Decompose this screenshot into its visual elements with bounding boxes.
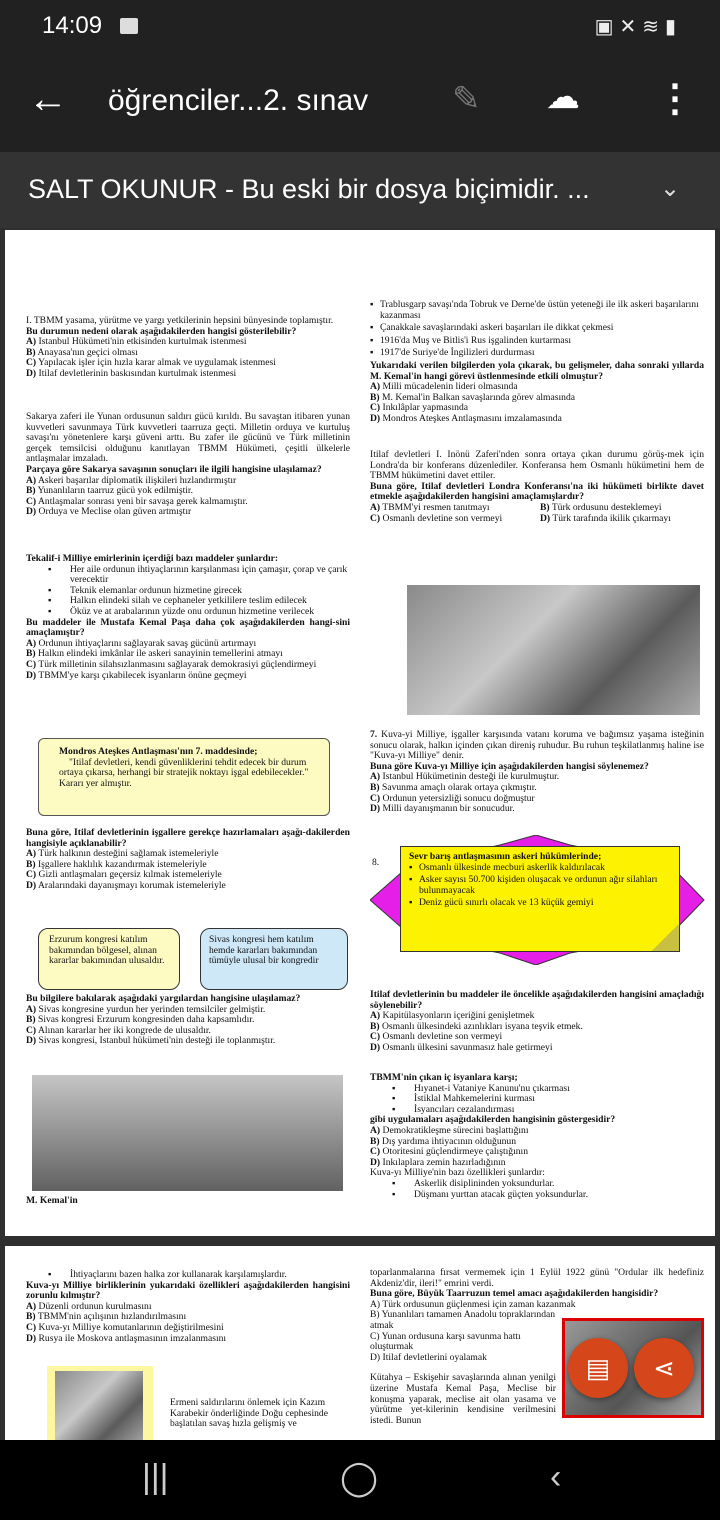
option-text: Ordunun ihtiyaçlarını sağlayarak savaş gücünü artırmayı [36,637,257,649]
bullet-item: ▪ İstiklal Mahkemelerini kurması [370,1094,704,1105]
scroll-quote: "Itilaf devletleri, kendi güvenliklerini tehdit edecek bir durum ortaya çıkarsa, herhangi bir stratejik noktayı işgal edebilecekler." [59,756,309,779]
bullet-list [409,863,659,909]
option-letter: B) [26,648,36,660]
option-text: Istanbul Hükümetinin desteği ile kurulmuştur. [380,771,560,783]
option-text: Osmanlı devletine son vermeyi [380,1031,503,1043]
question-mondros [26,828,350,892]
question-text: Parçaya göre Sakarya savaşının sonuçları ile ilgili hangisine ulaşılamaz? [26,463,322,475]
option-letter: C) [26,658,37,670]
question-1 [26,316,350,380]
question-text: Bu durumun nedeni olarak aşağıdakilerden hangisi gösterilebilir? [26,325,297,337]
option-letter: A) [26,1003,37,1015]
option-letter: D) [26,367,37,379]
bullet-list [370,1084,704,1116]
option-letter: D) [370,412,381,424]
option-letter: D) [370,1041,381,1053]
question-text: Buna göre, Büyük Taarruzun temel amacı aşağıdakilerden hangisidir? [370,1288,659,1300]
option-letter: C) [26,357,37,369]
option-text: Antlaşmalar sonrası yeni bir savaşa gerek kalmamıştır. [36,495,248,507]
option-letter: D) [26,879,37,891]
option-letter: D) [26,1035,37,1047]
share-icon: ⋖ [653,1352,675,1383]
bullet-item: ▪ Asker sayısı 50.700 kişiden oluşacak ve ordunun ağır silahları bulunmayacak [409,875,659,896]
question-number: 7. [370,729,378,740]
option-letter: D) [26,506,37,518]
answer-option[interactable] [540,514,704,525]
option-letter: B) [370,1135,380,1147]
option-letter: A) [370,501,381,513]
block-title: TBMM'nin çıkan iç isyanlara karşı; [370,1072,518,1083]
app-bar [0,55,720,152]
bullet-item: ▪ İsyancıları cezalandırması [370,1105,704,1116]
option-text: Savunma amaçlı olarak ortaya çıkmıştır. [379,781,537,793]
bullet-item: ▪ Çanakkale savaşlarındaki askeri başarıları ile dikkat çekmesi [370,323,704,334]
option-letter: B) [370,781,380,793]
option-letter: A) [370,1010,381,1022]
option-text: Aralarındaki dayanışmayı korumak istemeleriyle [36,879,226,891]
answer-option[interactable] [26,881,350,892]
bullet-list [370,1179,704,1200]
bullet-item: ▪ 1916'da Muş ve Bitlis'i Rus işgalinden kurtarması [370,336,704,347]
bullet-item: ▪ İhtiyaçlarını bazen halka zor kullanarak karşılamışlardır. [26,1270,350,1281]
option-letter: C) [370,512,381,524]
clock: 14:09 [42,12,103,39]
question-text: Itilaf devletlerinin bu maddeler ile öncelikle aşağıdakilerden hangisini amaçladığı söylenebilir? [370,989,704,1011]
kazim-karabekir-photo [47,1366,153,1440]
options-list [26,849,350,891]
question-text: Buna göre Kuva-yı Milliye için aşağıdakilerden hangisi söylenemez? [370,760,649,772]
option-letter: A) [370,381,381,393]
bullet-item: ▪ Her aile ordunun ihtiyaçlarının karşılanması için çamaşır, çorap ve çarık verecektir [26,565,350,586]
mondros-scroll-box [38,738,330,816]
option-letter: B) [26,485,36,497]
bullet-item: ▪ Trablusgarp savaşı'nda Tobruk ve Derne'de üstün yeteneği ile ilk askeri başarılarını kazanması [370,300,704,321]
options-list [26,337,350,379]
intro-paragraph: toparlanmalarına fırsat vermemek için 1 Eylül 1922 günü "Ordular ilk hedefiniz Akdeniz'dir, ileri!" emrini verdi. [370,1267,704,1289]
option-text: Mondros Ateşkes Antlaşmasını imzalamasında [380,412,562,424]
option-letter: D) [540,512,551,524]
option-letter: C) [26,495,37,507]
kazim-text: Ermeni saldırılarını önlemek için Kazım Karabekir önderliğinde Doğu cephesinde başlatılan savaş hızla gelişmiş ve [170,1397,328,1430]
option-text: Orduya ve Meclise olan güven artmıştır [36,506,192,518]
question-sevr [370,990,704,1054]
option-text: Alınan kararlar her iki kongrede de ulusaldır. [36,1024,211,1036]
bullet-item: ▪ Osmanlı ülkesinde mecburi askerlik kaldırılacak [409,863,659,874]
bullet-item: ▪ 1917'de Suriye'de İngilizleri durdurması [370,348,704,359]
option-text: Demokratikleşme sürecini başlattığını [380,1124,529,1136]
android-nav-bar [0,1440,720,1520]
option-text: Sivas kongresi, Istanbul hükümeti'nin desteği ile toplanmıştır. [36,1035,276,1047]
scroll-title: Mondros Ateşkes Antlaşması'nın 7. maddesinde; [59,746,258,757]
home-button[interactable]: ◯ [340,1459,379,1497]
bullet-item: ▪ Düşmanı yurttan atacak güçten yoksundurlar. [370,1190,704,1201]
option-text: C) Yunan ordusuna karşı savunma hattı oluşturmak [370,1330,521,1353]
read-only-banner[interactable] [0,152,720,228]
options-list [370,1126,704,1168]
option-text: Kapitülasyonların içeriğini genişletmek [380,1010,535,1022]
option-letter: B) [370,1020,380,1032]
question-body [370,730,704,762]
option-text: Türk milletinin silahsızlanmasını sağlayarak demokrasiyi güçlendirmeyi [36,658,317,670]
question-text: Yukarıdaki verilen bilgilerden yola çıkarak, bu gelişmeler, daha sonraki yıllarda M. Kemal'in hangi görevi üstlenmesinde etkili olmuştur? [370,359,704,382]
bullet-item: ▪ Öküz ve at arabalarının yüzde onu ordunun hizmetine verilecek [26,607,350,618]
status-icons: ▣✕≋▮ [594,16,682,38]
sevr-note-box [400,846,680,952]
erzurum-text: Erzurum kongresi katılım bakımından bölgesel, alınan kararlar bakımından ulusaldır. [49,934,165,967]
image-icon [120,18,138,34]
cloud-upload-icon[interactable]: ☁ [546,78,580,116]
option-letter: A) [26,336,37,348]
bullet-list [370,300,704,359]
option-text: Inkılâplar yapmasında [380,402,469,414]
bullet-item: ▪ Teknik elemanlar ordunun hizmetine girecek [26,586,350,597]
option-letter: D) [370,803,381,815]
option-letter: A) [370,1124,381,1136]
option-text: D) Itilaf devletlerini oyalamak [370,1351,487,1363]
option-letter: A) [26,637,37,649]
block-title: Tekalif-i Milliye emirlerinin içerdiği bazı maddeler şunlardır: [26,553,279,564]
option-letter: A) [370,771,381,783]
answer-option[interactable] [370,1043,704,1054]
option-text: Osmanlı ülkesindeki azınlıkları isyana teşvik etmek. [379,1020,583,1032]
option-text: Sivas kongresi Erzurum kongresinden daha kapsamlıdır. [35,1014,255,1026]
option-text: Düzenli ordunun kurulmasını [36,1300,152,1312]
status-bar [0,0,720,55]
options-list [26,476,350,518]
options-list [370,772,704,814]
sivas-text: Sivas kongresi hem katılım hemde kararları bakımından tümüyle ulusal bir kongredir [209,934,319,967]
answer-option[interactable] [370,804,704,815]
answer-option[interactable] [26,1036,350,1047]
erzurum-box [38,928,180,990]
option-text: Osmanlı ülkesini savunmasız hale getirmeyi [380,1041,553,1053]
share-button[interactable] [634,1338,694,1398]
question-londra [370,450,704,524]
options-list [370,382,704,424]
option-text: B) Yunanlıları tamamen Anadolu topraklarından atmak [370,1309,556,1331]
option-letter: C) [370,1031,381,1043]
bullet-item: ▪ Askerlik disiplininden yoksundurlar. [370,1179,704,1190]
answer-option[interactable] [370,514,540,525]
option-letter: C) [370,402,381,414]
option-letter: D) [26,1332,37,1344]
option-letter: B) [26,346,36,358]
bullet-item: ▪ Halkın elindeki silah ve cephaneler yetkililere teslim edilecek [26,596,350,607]
question-7 [370,730,704,815]
bullet-list [26,1270,350,1281]
option-letter: A) [26,474,37,486]
more-options-icon[interactable]: ⋮ [656,78,694,120]
answer-option[interactable] [26,507,350,518]
option-letter: C) [26,1321,37,1333]
kutahya-text: Kütahya – Eskişehir savaşlarında alınan yenilgi üzerine Mustafa Kemal Paşa, Meclise bir konuşma yaparak, meclise ait olan yasama ve yürütme yet-kilerinin kendisine verilmesini istedi. Bunun [370,1372,556,1426]
edit-pencil-icon[interactable]: ✎ [452,80,481,118]
answer-option[interactable] [26,1334,350,1345]
bullet-item: ▪ Deniz gücü sınırlı olacak ve 13 küçük gemiyi [409,898,659,909]
intro-paragraph: Itilaf devletleri I. Inönü Zaferi'nden sonra ortaya çıkan durumu görüş-mek için Londra'da bir konferans düzenlediler. Konferansa hem Osmanlı hükümetini hem de TBMM hükümetini davet ettiler. [370,449,704,482]
question-text: Bu bilgilere bakılarak aşağıdaki yargılardan hangisine ulaşılamaz? [26,993,301,1004]
option-letter: B) [26,1014,36,1026]
option-letter: D) [26,669,37,681]
option-text: Sivas kongresine yurdun her yerinden temsilciler gelmiştir. [36,1003,266,1015]
recent-apps-button[interactable]: ||| [142,1458,169,1496]
sivas-box [200,928,348,990]
page-curl [651,925,679,951]
reader-mode-button[interactable] [568,1338,628,1398]
bullet-list [26,565,350,618]
option-text: Osmanlı devletine son vermeyi [380,512,503,524]
intro-paragraph: Sakarya zaferi ile Yunan ordusunun saldırı gücü kırıldı. Bu savaştan itibaren yunan kuvvetleri savunmaya Türk kuvvetleri taarruza geçti. Milletin orduya ve kurtuluş savaşı'nı yönetenlere karşı güveni arttı. Bu zafer ile gücünü ve Türk milletinin gerçek temsilcisi olduğunu kanıtlayan TBMM Hükümeti, çeşitli ülkelerle antlaşmalar imzaladı. [26,411,350,465]
banner-text: SALT OKUNUR - Bu eski bir dosya biçimidir. ... [28,174,590,204]
question-text: gibi uygulamaları aşağıdakilerden hangisinin göstergesidir? [370,1114,616,1126]
option-text: Gizli antlaşmaları geçersiz kılmak istemeleriyle [36,869,222,881]
option-text: Askeri başarılar diplomatik ilişkileri hızlandırmıştır [36,474,237,486]
option-letter: A) [26,1300,37,1312]
question-text: Bu maddeler ile Mustafa Kemal Paşa daha çok aşağıdakilerden hangi-sini amaçlamıştır? [26,616,350,639]
outro-text: Kuva-yı Milliye'nin bazı özellikleri şunlardır: [370,1167,545,1179]
answer-option[interactable] [26,671,350,682]
option-text: TBMM'ye karşı çıkabilecek isyanların önüne geçmeyi [36,669,247,681]
question-sakarya [26,412,350,518]
options-list [26,1005,350,1047]
option-letter: C) [370,792,381,804]
option-text: Kuva-yı Milliye komutanlarının değiştirilmesini [36,1321,224,1333]
option-letter: B) [370,391,380,403]
answer-option[interactable] [370,414,704,425]
option-text: Istanbul Hükümeti'nin etkisinden kurtulmak istenmesi [36,336,247,348]
option-letter: B) [26,1311,36,1323]
answer-option[interactable] [26,369,350,380]
question-kongre [26,994,350,1047]
document-title: öğrenciler...2. sınav [108,84,369,117]
option-text: Türk ordusunu desteklemeyi [549,501,662,513]
option-text: TBMM'nin açılışının hızlandırılmasını [35,1311,187,1323]
question-isyan [370,1073,704,1200]
option-text: Türk tarafında ikilik çıkarmayı [550,512,671,524]
sevr-content [409,852,659,918]
options-list [26,1302,350,1344]
option-letter: D) [370,1156,381,1168]
option-text: M. Kemal'in Balkan savaşlarında görev almasında [379,391,576,403]
option-text: Türk halkının desteğini sağlamak istemeleriyle [36,848,219,860]
option-letter: C) [26,869,37,881]
options-list [370,503,704,524]
block-title: Sevr barış antlaşmasının askeri hükümlerinde; [409,852,602,862]
option-letter: C) [370,1146,381,1158]
photo-caption: M. Kemal'in [26,1195,78,1206]
option-text: Yapılacak işler için hızla karar almak ve uygulamak istenmesi [36,357,276,369]
option-text: TBMM'yi resmen tanıtmayı [380,501,490,513]
question-text: Buna göre, Itilaf devletleri Londra Konferansı'na iki hükümeti birlikte davet etmekle aşağıdakilerden hangisini amaçlamışlardır? [370,480,704,503]
back-arrow-icon[interactable]: ← [28,77,68,121]
nav-back-button[interactable]: ‹ [550,1458,562,1496]
option-text: Rusya ile Moskova antlaşmasının imzalanmasını [36,1332,227,1344]
scroll-end: Kararı yer almıştır. [59,777,132,789]
soldiers-photo [407,585,700,715]
option-text: Halkın elindeki imkânlar ile askeri sanayinin temellerini atmayı [35,648,283,660]
option-text: A) Türk ordusunun güçlenmesi için zaman kazanmak [370,1298,576,1310]
question-tekalif [26,554,350,681]
option-letter: B) [540,501,550,513]
intro-paragraph: I. TBMM yasama, yürütme ve yargı yetkilerinin hepsini bünyesinde toplamıştır. [26,315,334,326]
question-text: Kuva-yı Milliye birliklerinin yukarıdaki özellikleri aşağıdakilerden hangisini zorunlu kılmıştır? [26,1279,350,1302]
option-text: Ordunun yetersizliği sonucu doğmuştur [380,792,535,804]
option-text: Milli mücadelenin lideri olmasında [380,381,518,393]
reader-mode-icon: ▤ [585,1352,611,1383]
options-list [370,1011,704,1053]
option-text: Işgallere haklılık kazandırmak istemeleriyle [35,858,207,870]
option-text: Itilaf devletlerinin baskısından kurtulmak istenmesi [36,367,237,379]
question-kuvayi [26,1270,350,1344]
option-text: Dış yardıma ihtiyacının olduğunun [379,1135,517,1147]
battle-painting-image [32,1075,343,1191]
option-letter: C) [26,1024,37,1036]
intro-text: Kuva-yi Milliye, işgaller karşısında vatanı koruma ve bağımsız yaşama isteğinin sonucu olarak, halkın içinden çıkan direniş ruhudur. Bu ruhun teşkilatlanmış haline ise "Kuva-yı Milliye" denir. [370,729,704,762]
question-mkemal [370,300,704,425]
option-text: Milli dayanışmanın bir sonucudur. [380,803,515,815]
option-text: Anayasa'nın geçici olması [35,346,138,358]
question-text: Buna göre, Itilaf devletlerinin işgallere gerekçe hazırlamaları aşağı-dakilerden hangisiyle açıklanabilir? [26,827,350,849]
bullet-item: ▪ Hıyanet-i Vataniye Kanunu'nu çıkarması [370,1084,704,1095]
option-letter: B) [26,858,36,870]
option-letter: A) [26,848,37,860]
options-list [26,639,350,681]
option-text: Inkılaplara zemin hazırladığının [380,1156,506,1168]
chevron-down-icon[interactable]: ⌄ [660,175,681,202]
question-8-number: 8. [372,857,380,868]
option-text: Yunanlıların taarruz gücü yok edilmiştir. [35,485,193,497]
option-text: Otoritesini güçlendirmeye çalıştığının [380,1146,528,1158]
